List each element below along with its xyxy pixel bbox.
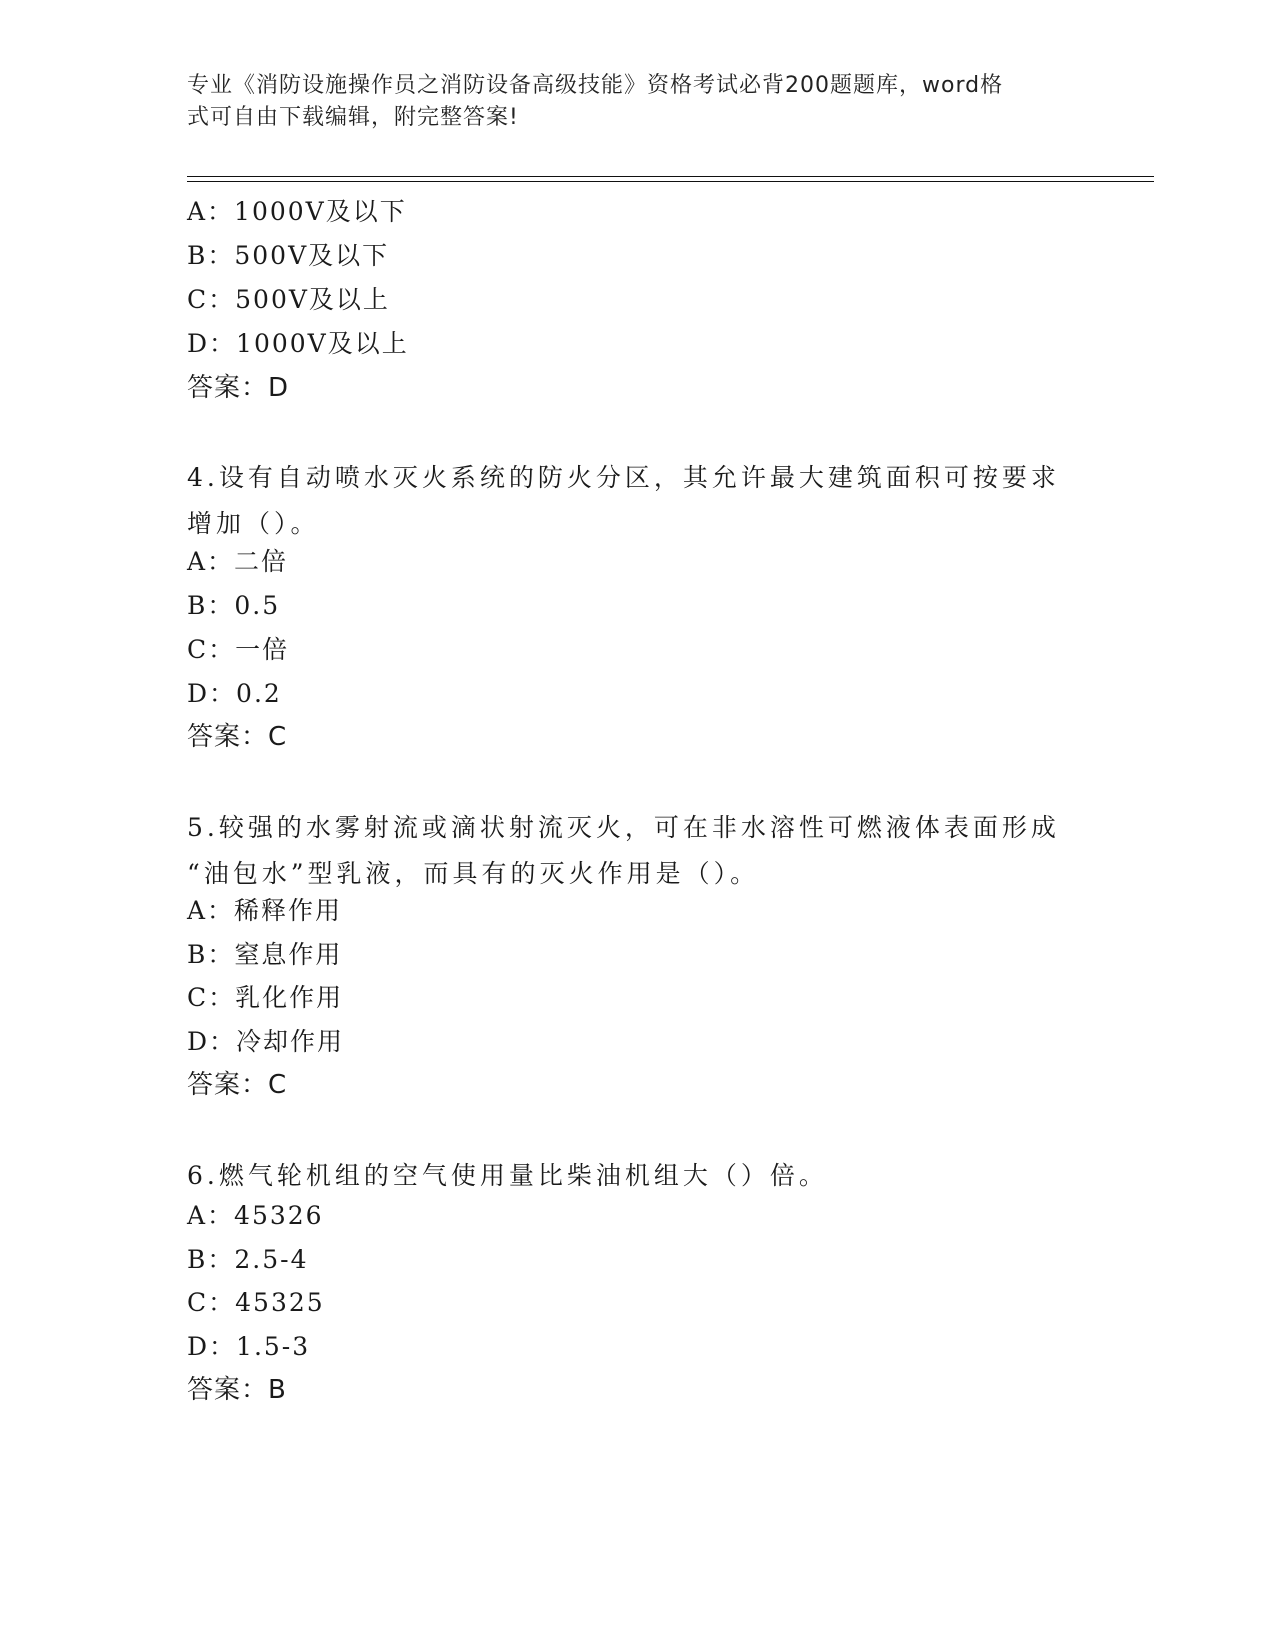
q6-answer: 答案：B (187, 1375, 287, 1405)
q4-option-c: C：一倍 (187, 635, 290, 664)
document-header (187, 70, 1087, 134)
header-rule-bottom (187, 181, 1154, 182)
q6-question (187, 1153, 1087, 1199)
header-line-1: 专业《消防设施操作员之消防设备高级技能》资格考试必背200题题库，word格 (187, 73, 1004, 98)
q6-option-a: A：45326 (187, 1201, 324, 1230)
q4-option-a: A：二倍 (187, 547, 289, 576)
q3-option-c: C：500V及以上 (187, 285, 390, 314)
q5-answer: 答案：C (187, 1070, 288, 1100)
q5-option-d: D：冷却作用 (187, 1027, 345, 1056)
q6-question-line-1: 6.燃气轮机组的空气使用量比柴油机组大（）倍。 (187, 1161, 828, 1190)
q5-option-c: C：乳化作用 (187, 983, 344, 1012)
q6-option-b: B：2.5-4 (187, 1245, 309, 1274)
q4-option-d: D：0.2 (187, 679, 282, 708)
q5-option-b: B：窒息作用 (187, 940, 343, 969)
q5-question (187, 805, 1087, 897)
q6-option-d: D：1.5-3 (187, 1332, 311, 1361)
q3-option-b: B：500V及以下 (187, 241, 390, 270)
q3-option-d: D：1000V及以上 (187, 329, 409, 358)
q4-question-line-2: 增加（）。 (187, 509, 320, 538)
q5-question-line-2: “油包水”型乳液，而具有的灭火作用是（）。 (187, 859, 760, 888)
q4-question (187, 455, 1087, 547)
q3-answer: 答案：D (187, 373, 290, 403)
q5-option-a: A：稀释作用 (187, 896, 343, 925)
header-rule-top (187, 176, 1154, 177)
q4-question-line-1: 4.设有自动喷水灭火系统的防火分区，其允许最大建筑面积可按要求 (187, 463, 1060, 492)
q5-question-line-1: 5.较强的水雾射流或滴状射流灭火，可在非水溶性可燃液体表面形成 (187, 813, 1060, 842)
q4-option-b: B：0.5 (187, 591, 281, 620)
q4-answer: 答案：C (187, 722, 288, 752)
q3-option-a: A：1000V及以下 (187, 197, 407, 226)
q6-option-c: C：45325 (187, 1288, 325, 1317)
header-line-2: 式可自由下载编辑，附完整答案! (187, 105, 519, 130)
